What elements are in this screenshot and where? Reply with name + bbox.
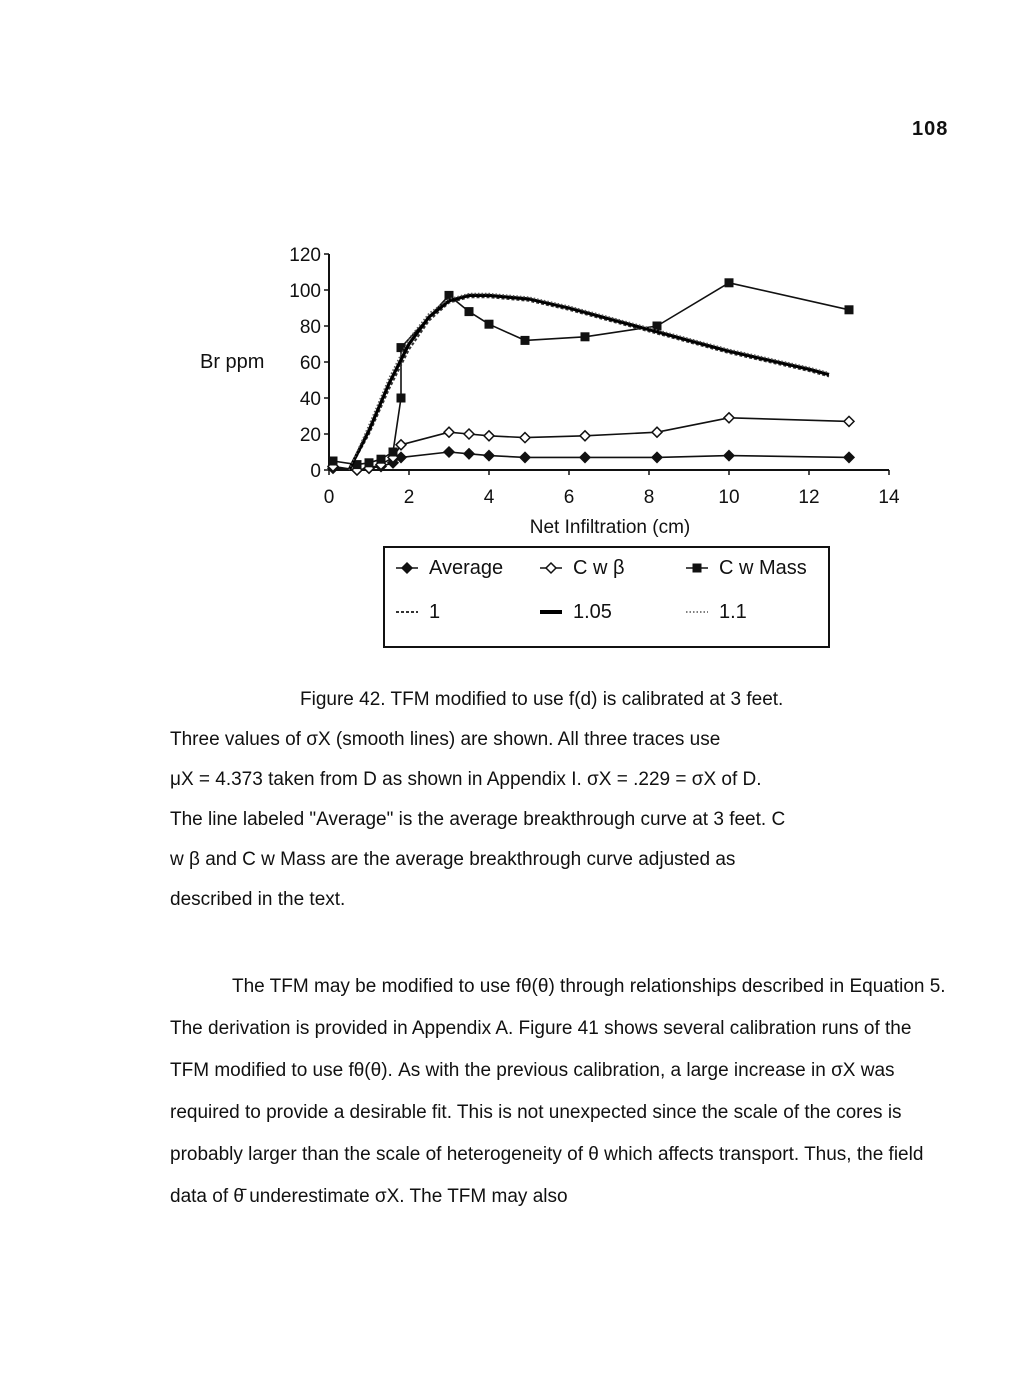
x-axis-label: Net Infiltration (cm) [529,517,691,538]
x-tick-label: 0 [323,487,335,508]
breakthrough-chart [0,0,1024,660]
legend-marker [546,563,556,573]
data-point [484,451,494,461]
legend-marker [693,564,702,573]
data-point [845,305,854,314]
caption-line: The line labeled "Average" is the average breakthrough curve at 3 feet. C [170,809,786,830]
data-point [724,451,734,461]
y-tick-label: 40 [299,389,321,410]
data-point [484,431,494,441]
legend-symbol [686,564,708,573]
legend-label: 1.1 [719,601,747,623]
data-point [464,429,474,439]
data-point [724,413,734,423]
caption-line: Three values of σX (smooth lines) are shown. All three traces use [170,729,721,750]
data-point [329,457,338,466]
legend-label: C w β [573,557,625,579]
y-axis-label: Br ppm [200,351,265,373]
legend-label: C w Mass [719,557,807,579]
legend [396,557,807,623]
caption-line: described in the text. [170,889,346,910]
data-point [580,452,590,462]
x-tick-label: 2 [403,487,415,508]
legend-label: Average [429,557,504,579]
data-point [397,394,406,403]
caption-line: Figure 42. TFM modified to use f(d) is calibrated at 3 feet. [300,689,784,710]
body-text [170,966,950,1218]
y-tick-label: 100 [289,281,321,302]
data-point [377,455,386,464]
series-line [333,452,849,470]
x-tick-label: 12 [798,487,820,508]
legend-label: 1 [429,601,441,623]
data-point [389,448,398,457]
series-line [349,295,829,470]
data-point [652,452,662,462]
data-point [580,431,590,441]
x-tick-label: 14 [878,487,900,508]
series-line [349,294,829,470]
data-point [652,427,662,437]
x-tick-label: 4 [483,487,495,508]
data-point [844,452,854,462]
data-point [725,278,734,287]
figure-caption [170,680,950,920]
data-point [520,433,530,443]
x-tick-label: 10 [718,487,740,508]
legend-symbol [540,563,562,573]
series-line [333,418,849,470]
legend-symbol [396,563,418,573]
data-point [844,416,854,426]
y-tick-label: 0 [310,461,321,482]
data-point [581,332,590,341]
caption-line: μX = 4.373 taken from D as shown in Appendix I. σX = .229 = σX of D. [170,769,762,790]
data-point [520,452,530,462]
body-paragraph: The TFM may be modified to use fθ(θ) through relationships described in Equation 5. The derivation is provided in Appendix A. Figure 41 shows several calibration runs of the TFM modified to use fθ(θ). As with the previous calibration, a large increase in σX was required to provide a desirable fit. This is not unexpected since the scale of the cores is probably larger than the scale of heterogeneity of θ which affects transport. Thus, the field data of θ̄ underestimate σX. The TFM may also [170,976,946,1207]
series-line [333,283,849,465]
data-point [465,307,474,316]
x-tick-label: 6 [563,487,575,508]
y-tick-label: 60 [299,353,321,374]
legend-marker [402,563,412,573]
data-point [521,336,530,345]
page-number: 108 [912,118,949,140]
y-tick-label: 20 [299,425,321,446]
data-point [485,320,494,329]
y-tick-label: 80 [299,317,321,338]
legend-label: 1.05 [573,601,612,623]
data-point [464,449,474,459]
data-point [444,427,454,437]
x-tick-label: 8 [643,487,655,508]
data-point [444,447,454,457]
data-point [365,458,374,467]
y-tick-label: 120 [289,245,321,266]
caption-line: w β and C w Mass are the average breakthrough curve adjusted as [170,849,736,870]
series-line [349,297,829,470]
